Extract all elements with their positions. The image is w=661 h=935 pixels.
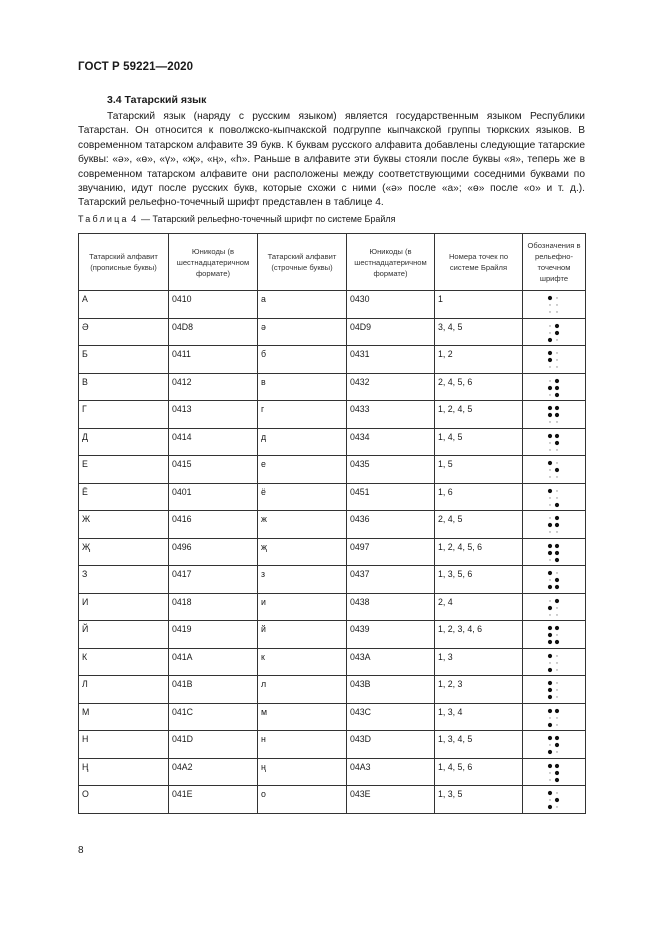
braille-dot-flat <box>549 717 550 718</box>
upper-unicode: 04A2 <box>169 758 258 786</box>
upper-unicode: 041A <box>169 648 258 676</box>
table-row <box>79 786 586 814</box>
braille-dot-flat <box>549 531 550 532</box>
upper-unicode: 0416 <box>169 511 258 539</box>
dot-numbers: 1, 2, 4, 5 <box>435 401 523 429</box>
braille-dot-raised <box>555 523 559 527</box>
dot-numbers: 1, 2, 3 <box>435 676 523 704</box>
upper-letter: Л <box>79 676 169 704</box>
braille-dot-flat <box>556 655 557 656</box>
table-row <box>79 566 586 594</box>
upper-unicode: 041C <box>169 703 258 731</box>
braille-dot-raised <box>548 708 552 712</box>
lower-letter: в <box>258 373 347 401</box>
table-row <box>79 676 586 704</box>
table-row <box>79 401 586 429</box>
braille-symbol-icon <box>547 295 561 315</box>
braille-symbol-icon <box>547 570 561 590</box>
braille-dot-flat <box>556 304 557 305</box>
upper-unicode: 041B <box>169 676 258 704</box>
braille-dot-raised <box>548 626 552 630</box>
braille-dot-flat <box>556 662 557 663</box>
lower-letter: и <box>258 593 347 621</box>
braille-dot-raised <box>555 736 559 740</box>
braille-dot-flat <box>549 559 550 560</box>
braille-dot-raised <box>548 750 552 754</box>
braille-dot-raised <box>555 468 559 472</box>
braille-symbol-icon <box>547 378 561 398</box>
lower-unicode: 043E <box>347 786 435 814</box>
braille-dot-flat <box>556 311 557 312</box>
braille-dot-raised <box>555 770 559 774</box>
braille-cell <box>523 676 586 704</box>
braille-dot-raised <box>548 406 552 410</box>
braille-cell <box>523 373 586 401</box>
braille-cell <box>523 538 586 566</box>
braille-cell <box>523 786 586 814</box>
braille-dot-flat <box>549 421 550 422</box>
braille-dot-raised <box>555 323 559 327</box>
braille-cell <box>523 346 586 374</box>
dot-numbers: 1, 3, 4, 5 <box>435 731 523 759</box>
dot-numbers: 1, 3, 5, 6 <box>435 566 523 594</box>
braille-symbol-icon <box>547 323 561 343</box>
header-dots: Номера точек по системе Брайля <box>435 234 523 291</box>
lower-unicode: 0435 <box>347 456 435 484</box>
braille-dot-raised <box>555 433 559 437</box>
lower-letter: г <box>258 401 347 429</box>
upper-letter: Г <box>79 401 169 429</box>
braille-symbol-icon <box>547 735 561 755</box>
lower-unicode: 04D9 <box>347 318 435 346</box>
braille-dot-raised <box>548 722 552 726</box>
braille-dot-flat <box>549 304 550 305</box>
dot-numbers: 1, 2 <box>435 346 523 374</box>
braille-dot-flat <box>556 359 557 360</box>
braille-cell <box>523 456 586 484</box>
upper-unicode: 041E <box>169 786 258 814</box>
braille-symbol-icon <box>547 625 561 645</box>
braille-dot-flat <box>556 366 557 367</box>
braille-dot-raised <box>555 798 559 802</box>
braille-dot-raised <box>548 681 552 685</box>
upper-letter: А <box>79 291 169 319</box>
braille-dot-raised <box>548 571 552 575</box>
braille-dot-raised <box>548 805 552 809</box>
table-row <box>79 456 586 484</box>
lower-letter: н <box>258 731 347 759</box>
braille-dot-flat <box>549 517 550 518</box>
lower-unicode: 0437 <box>347 566 435 594</box>
lower-letter: а <box>258 291 347 319</box>
braille-cell <box>523 566 586 594</box>
braille-dot-flat <box>549 394 550 395</box>
braille-dot-flat <box>549 311 550 312</box>
upper-letter: Ж <box>79 511 169 539</box>
braille-dot-raised <box>548 385 552 389</box>
table-row <box>79 511 586 539</box>
braille-cell <box>523 318 586 346</box>
braille-dot-flat <box>549 325 550 326</box>
braille-dot-raised <box>548 667 552 671</box>
braille-dot-raised <box>555 578 559 582</box>
braille-dot-flat <box>556 669 557 670</box>
braille-dot-flat <box>556 724 557 725</box>
braille-dot-raised <box>548 695 552 699</box>
table-row <box>79 291 586 319</box>
braille-symbol-icon <box>547 350 561 370</box>
braille-cell <box>523 621 586 649</box>
dot-numbers: 1, 6 <box>435 483 523 511</box>
lower-letter: б <box>258 346 347 374</box>
table-row <box>79 483 586 511</box>
lower-unicode: 0433 <box>347 401 435 429</box>
braille-dot-raised <box>548 605 552 609</box>
upper-letter: Ә <box>79 318 169 346</box>
braille-dot-raised <box>548 585 552 589</box>
braille-cell <box>523 401 586 429</box>
braille-symbol-icon <box>547 460 561 480</box>
upper-unicode: 0418 <box>169 593 258 621</box>
braille-dot-flat <box>556 806 557 807</box>
dot-numbers: 1, 3 <box>435 648 523 676</box>
braille-dot-flat <box>556 490 557 491</box>
braille-cell <box>523 428 586 456</box>
upper-unicode: 0496 <box>169 538 258 566</box>
braille-dot-flat <box>556 476 557 477</box>
table-row <box>79 538 586 566</box>
braille-dot-raised <box>548 653 552 657</box>
braille-dot-raised <box>548 523 552 527</box>
upper-letter: Н <box>79 731 169 759</box>
upper-letter: Й <box>79 621 169 649</box>
braille-dot-flat <box>556 339 557 340</box>
braille-dot-raised <box>548 791 552 795</box>
document-code: ГОСТ Р 59221—2020 <box>78 61 194 73</box>
upper-letter: З <box>79 566 169 594</box>
braille-dot-raised <box>548 433 552 437</box>
braille-dot-flat <box>549 442 550 443</box>
lower-unicode: 043D <box>347 731 435 759</box>
braille-dot-flat <box>556 696 557 697</box>
braille-dot-raised <box>555 392 559 396</box>
braille-dot-flat <box>549 799 550 800</box>
caption-label: Таблица <box>78 214 129 224</box>
braille-dot-raised <box>548 413 552 417</box>
lower-unicode: 043A <box>347 648 435 676</box>
upper-letter: В <box>79 373 169 401</box>
braille-dot-raised <box>555 406 559 410</box>
lower-letter: з <box>258 566 347 594</box>
braille-dot-flat <box>556 352 557 353</box>
braille-dot-flat <box>549 476 550 477</box>
dot-numbers: 1, 5 <box>435 456 523 484</box>
braille-symbol-icon <box>547 680 561 700</box>
braille-dot-flat <box>556 614 557 615</box>
braille-dot-raised <box>548 640 552 644</box>
braille-dot-raised <box>555 413 559 417</box>
dot-numbers: 1 <box>435 291 523 319</box>
braille-dot-raised <box>555 385 559 389</box>
braille-dot-flat <box>549 772 550 773</box>
braille-table <box>78 233 586 814</box>
lower-unicode: 04A3 <box>347 758 435 786</box>
dot-numbers: 1, 2, 4, 5, 6 <box>435 538 523 566</box>
braille-dot-raised <box>555 743 559 747</box>
dot-numbers: 1, 3, 5 <box>435 786 523 814</box>
table-row <box>79 703 586 731</box>
upper-letter: И <box>79 593 169 621</box>
braille-cell <box>523 291 586 319</box>
braille-dot-flat <box>549 504 550 505</box>
braille-dot-raised <box>555 557 559 561</box>
table-row <box>79 731 586 759</box>
braille-dot-raised <box>555 626 559 630</box>
braille-dot-raised <box>548 688 552 692</box>
braille-symbol-icon <box>547 598 561 618</box>
dot-numbers: 1, 2, 3, 4, 6 <box>435 621 523 649</box>
braille-dot-flat <box>556 572 557 573</box>
table-row <box>79 318 586 346</box>
braille-symbol-icon <box>547 653 561 673</box>
dot-numbers: 1, 4, 5, 6 <box>435 758 523 786</box>
braille-dot-flat <box>549 744 550 745</box>
braille-dot-raised <box>555 550 559 554</box>
braille-dot-raised <box>548 351 552 355</box>
braille-dot-raised <box>555 763 559 767</box>
braille-dot-raised <box>555 516 559 520</box>
lower-letter: ә <box>258 318 347 346</box>
braille-symbol-icon <box>547 708 561 728</box>
lower-unicode: 0434 <box>347 428 435 456</box>
lower-letter: о <box>258 786 347 814</box>
lower-letter: к <box>258 648 347 676</box>
braille-symbol-icon <box>547 433 561 453</box>
upper-letter: Д <box>79 428 169 456</box>
dot-numbers: 2, 4 <box>435 593 523 621</box>
lower-letter: ң <box>258 758 347 786</box>
braille-dot-raised <box>555 640 559 644</box>
braille-dot-flat <box>556 792 557 793</box>
braille-dot-raised <box>555 502 559 506</box>
caption-text: — Татарский рельефно-точечный шрифт по системе Брайля <box>138 214 396 224</box>
table-row <box>79 621 586 649</box>
table-row <box>79 648 586 676</box>
braille-dot-raised <box>548 296 552 300</box>
table-row <box>79 346 586 374</box>
braille-dot-flat <box>549 449 550 450</box>
braille-dot-flat <box>549 380 550 381</box>
upper-unicode: 0410 <box>169 291 258 319</box>
braille-dot-raised <box>548 763 552 767</box>
header-lower: Татарский алфавит (строчные буквы) <box>258 234 347 291</box>
upper-letter: Б <box>79 346 169 374</box>
braille-dot-flat <box>549 600 550 601</box>
braille-dot-flat <box>556 531 557 532</box>
upper-letter: Җ <box>79 538 169 566</box>
dot-numbers: 2, 4, 5 <box>435 511 523 539</box>
upper-unicode: 0413 <box>169 401 258 429</box>
braille-dot-raised <box>548 461 552 465</box>
dot-numbers: 2, 4, 5, 6 <box>435 373 523 401</box>
braille-dot-flat <box>549 662 550 663</box>
braille-cell <box>523 483 586 511</box>
braille-dot-raised <box>548 543 552 547</box>
braille-cell <box>523 703 586 731</box>
lower-unicode: 0431 <box>347 346 435 374</box>
table-row <box>79 758 586 786</box>
braille-dot-flat <box>549 579 550 580</box>
upper-unicode: 0414 <box>169 428 258 456</box>
braille-dot-flat <box>556 682 557 683</box>
table-header-row <box>79 234 586 291</box>
braille-dot-flat <box>549 497 550 498</box>
braille-dot-flat <box>556 497 557 498</box>
upper-unicode: 0415 <box>169 456 258 484</box>
braille-symbol-icon <box>547 543 561 563</box>
lower-letter: л <box>258 676 347 704</box>
upper-letter: М <box>79 703 169 731</box>
braille-dot-raised <box>548 488 552 492</box>
braille-dot-raised <box>548 337 552 341</box>
braille-dot-flat <box>549 614 550 615</box>
lower-unicode: 043C <box>347 703 435 731</box>
upper-unicode: 0401 <box>169 483 258 511</box>
braille-dot-flat <box>556 449 557 450</box>
lower-letter: е <box>258 456 347 484</box>
braille-dot-raised <box>548 736 552 740</box>
upper-letter: Ё <box>79 483 169 511</box>
lower-letter: ё <box>258 483 347 511</box>
dot-numbers: 1, 4, 5 <box>435 428 523 456</box>
braille-dot-raised <box>548 358 552 362</box>
upper-letter: К <box>79 648 169 676</box>
braille-cell <box>523 731 586 759</box>
upper-unicode: 0411 <box>169 346 258 374</box>
lower-letter: м <box>258 703 347 731</box>
header-braille: Обозначения в рельефно-точечном шрифте <box>523 234 586 291</box>
braille-dot-flat <box>556 689 557 690</box>
table-caption <box>78 214 396 224</box>
braille-dot-raised <box>555 585 559 589</box>
braille-dot-raised <box>548 633 552 637</box>
header-upper-code: Юникоды (в шестнадцатеричном формате) <box>169 234 258 291</box>
lower-unicode: 0438 <box>347 593 435 621</box>
lower-unicode: 0436 <box>347 511 435 539</box>
lower-letter: д <box>258 428 347 456</box>
braille-dot-raised <box>548 550 552 554</box>
braille-dot-flat <box>556 607 557 608</box>
braille-dot-raised <box>555 440 559 444</box>
section-title: 3.4 Татарский язык <box>107 94 207 106</box>
braille-cell <box>523 511 586 539</box>
braille-dot-flat <box>549 779 550 780</box>
lower-unicode: 0497 <box>347 538 435 566</box>
braille-symbol-icon <box>547 515 561 535</box>
caption-number: 4 <box>131 214 139 224</box>
upper-letter: Е <box>79 456 169 484</box>
lower-unicode: 0439 <box>347 621 435 649</box>
dot-numbers: 1, 3, 4 <box>435 703 523 731</box>
table-row <box>79 593 586 621</box>
lower-letter: й <box>258 621 347 649</box>
page-number: 8 <box>78 845 84 856</box>
lower-letter: җ <box>258 538 347 566</box>
braille-dot-raised <box>555 708 559 712</box>
lower-letter: ж <box>258 511 347 539</box>
braille-dot-raised <box>555 777 559 781</box>
braille-dot-flat <box>556 751 557 752</box>
upper-unicode: 0419 <box>169 621 258 649</box>
braille-dot-raised <box>555 330 559 334</box>
lower-unicode: 0430 <box>347 291 435 319</box>
upper-unicode: 04D8 <box>169 318 258 346</box>
braille-symbol-icon <box>547 790 561 810</box>
braille-symbol-icon <box>547 405 561 425</box>
braille-cell <box>523 758 586 786</box>
braille-dot-flat <box>549 366 550 367</box>
braille-dot-flat <box>556 421 557 422</box>
upper-unicode: 041D <box>169 731 258 759</box>
header-lower-code: Юникоды (в шестнадцатеричном формате) <box>347 234 435 291</box>
braille-dot-flat <box>549 332 550 333</box>
braille-symbol-icon <box>547 488 561 508</box>
table-row <box>79 428 586 456</box>
lower-unicode: 0432 <box>347 373 435 401</box>
upper-letter: О <box>79 786 169 814</box>
lower-unicode: 0451 <box>347 483 435 511</box>
upper-unicode: 0417 <box>169 566 258 594</box>
upper-unicode: 0412 <box>169 373 258 401</box>
braille-dot-flat <box>556 717 557 718</box>
braille-cell <box>523 648 586 676</box>
braille-dot-raised <box>555 378 559 382</box>
braille-cell <box>523 593 586 621</box>
header-upper: Татарский алфавит (прописные буквы) <box>79 234 169 291</box>
dot-numbers: 3, 4, 5 <box>435 318 523 346</box>
braille-dot-flat <box>556 462 557 463</box>
braille-dot-flat <box>556 634 557 635</box>
braille-dot-flat <box>556 297 557 298</box>
lower-unicode: 043B <box>347 676 435 704</box>
braille-dot-raised <box>555 598 559 602</box>
braille-dot-flat <box>549 469 550 470</box>
braille-dot-raised <box>555 543 559 547</box>
intro-paragraph: Татарский язык (наряду с русским языком) является государственным языком Республики Татарстан. Он относится к поволжско-кыпчакской подгруппе кыпчакской группы тюркских языков. В современном татарском алфавите 39 букв. К буквам русского алфавита добавлены следующие татарские буквы: «ә», «ө», «ү», «җ», «ң», «һ». Раньше в алфавите эти буквы стояли после буквы «я», теперь же в современном татарском алфавите они расположены между соответствующими соседними буквами по звучанию, идут после русских букв, которые схожи с ними («ә» после «а»; «ө» после «о» и т. д.). Татарский рельефно-точечный шрифт представлен в таблице 4. <box>78 111 585 209</box>
braille-symbol-icon <box>547 763 561 783</box>
upper-letter: Ң <box>79 758 169 786</box>
table-row <box>79 373 586 401</box>
